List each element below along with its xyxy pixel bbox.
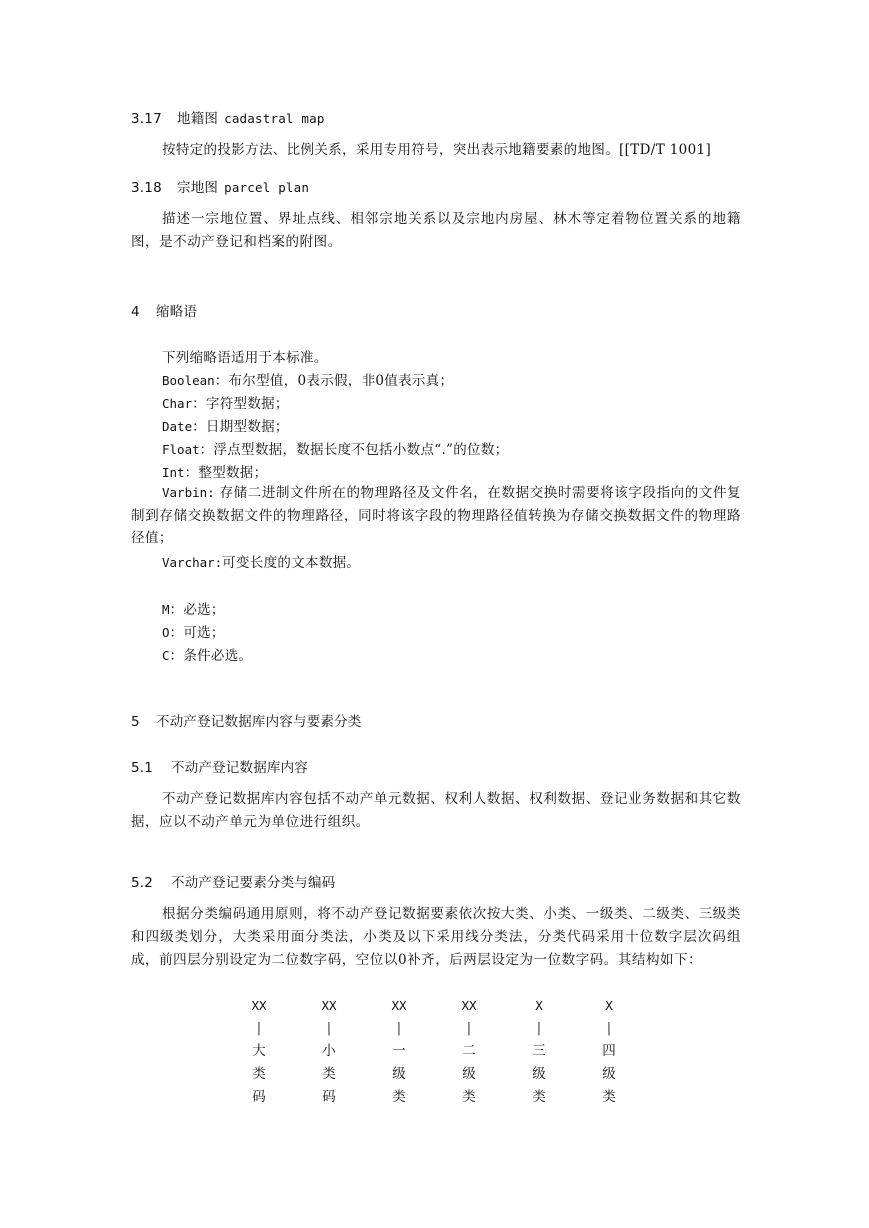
abbr-text: 存储二进制文件所在的物理路径及文件名，在数据交换时需要将该字段指向的文件复制到存储交换数据文件的物理路径，同时将该字段的物理路径值转换为存储交换数据文件的物理路径值； (131, 485, 741, 546)
abbr-varchar (162, 551, 360, 571)
clause-term: parcel plan (224, 180, 310, 195)
abbr-boolean (162, 369, 453, 389)
abbr-key: Int (162, 465, 185, 480)
abbr-float (162, 438, 508, 458)
abbr-text: 整型数据； (198, 465, 268, 481)
code-label-char: 类 (392, 1089, 406, 1105)
code-label-char: 小 (322, 1043, 336, 1059)
code-label-char: 级 (602, 1066, 616, 1082)
clause-title: 缩略语 (156, 304, 198, 320)
clause-number: 5 (131, 714, 140, 730)
code-label-char: 类 (532, 1089, 546, 1105)
abbr-key: Varbin: (162, 485, 215, 500)
abbr-key: Boolean (162, 373, 215, 388)
code-digits: XX (391, 998, 407, 1013)
heading-4 (131, 300, 197, 320)
code-label-char: 类 (462, 1089, 476, 1105)
abbr-int (162, 461, 267, 481)
code-label-char: 类 (252, 1066, 266, 1082)
abbr-varbin (131, 482, 741, 550)
abbr-key: Date (162, 419, 193, 434)
heading-3-17 (131, 107, 325, 127)
clause-term: cadastral map (224, 111, 325, 126)
flag-key: C (162, 648, 170, 663)
clause-title: 不动产登记数据库内容 (171, 760, 308, 776)
code-label-char: 类 (322, 1066, 336, 1082)
code-digits: X (535, 998, 543, 1013)
code-level-2 (454, 994, 484, 1109)
content-5-1: 不动产登记数据库内容包括不动产单元数据、权利人数据、权利数据、登记业务数据和其它数据，应以不动产单元为单位进行组织。 (131, 791, 741, 830)
code-connector: | (464, 1020, 474, 1036)
heading-3-18 (131, 176, 309, 196)
code-digits: XX (251, 998, 267, 1013)
clause-number: 5.2 (131, 875, 154, 891)
code-connector: | (534, 1020, 544, 1036)
code-level-minor (314, 994, 344, 1109)
abbr-key: Varchar: (162, 555, 223, 570)
code-connector: | (254, 1020, 264, 1036)
flag-mandatory (162, 598, 225, 618)
flag-conditional (162, 644, 252, 664)
abbr-text: 日期型数据； (205, 419, 289, 435)
definition-3-17: 按特定的投影方法、比例关系，采用专用符号，突出表示地籍要素的地图。[[TD/T 1001] (162, 142, 712, 158)
clause-number: 4 (131, 304, 140, 320)
code-label-char: 码 (322, 1089, 336, 1105)
code-label-char: 四 (602, 1043, 616, 1059)
flag-key: M (162, 602, 170, 617)
abbr-key: Float (162, 442, 200, 457)
abbr-sep: ： (192, 396, 206, 412)
code-level-1 (384, 994, 414, 1109)
code-label-char: 类 (602, 1089, 616, 1105)
flag-optional (162, 621, 225, 641)
abbr-char (162, 392, 289, 412)
code-label-char: 级 (392, 1066, 406, 1082)
flag-key: O (162, 625, 170, 640)
heading-5-1 (131, 756, 308, 776)
code-level-major (244, 994, 274, 1109)
code-level-4 (594, 994, 624, 1109)
heading-5 (131, 710, 362, 730)
clause-title: 不动产登记数据库内容与要素分类 (156, 714, 362, 730)
clause-title: 地籍图 (177, 111, 219, 127)
clause-title: 不动产登记要素分类与编码 (171, 875, 336, 891)
clause-number: 5.1 (131, 760, 154, 776)
code-digits: X (605, 998, 613, 1013)
flag-text: ：条件必选。 (169, 648, 253, 664)
clause-number: 3.18 (131, 180, 162, 196)
abbr-date (162, 415, 289, 435)
code-connector: | (604, 1020, 614, 1036)
abbreviation-intro: 下列缩略语适用于本标准。 (162, 350, 328, 366)
code-label-char: 二 (462, 1043, 476, 1059)
code-label-char: 一 (392, 1043, 406, 1059)
code-connector: | (394, 1020, 404, 1036)
abbr-text: 可变长度的文本数据。 (222, 555, 361, 571)
code-label-char: 级 (462, 1066, 476, 1082)
abbr-sep: ： (192, 419, 206, 435)
code-label-char: 三 (532, 1043, 546, 1059)
content-5-2: 根据分类编码通用原则，将不动产登记数据要素依次按大类、小类、一级类、二级类、三级类和四级类划分，大类采用面分类法，小类及以下采用线分类法，分类代码采用十位数字层次码组成，前四层分别设定为二位数字码，空位以0补齐，后两层设定为一位数字码。其结构如下： (131, 906, 741, 968)
heading-5-2 (131, 871, 335, 891)
clause-number: 3.17 (131, 111, 162, 127)
abbr-sep: ： (199, 442, 214, 458)
clause-title: 宗地图 (177, 180, 219, 196)
code-level-3 (524, 994, 554, 1109)
abbr-sep: ： (184, 465, 199, 481)
code-digits: XX (461, 998, 477, 1013)
code-label-char: 码 (252, 1089, 266, 1105)
flag-text: ：必选； (169, 602, 225, 618)
code-connector: | (324, 1020, 334, 1036)
abbr-sep: ： (214, 373, 229, 389)
abbr-key: Char (162, 396, 193, 411)
code-label-char: 级 (532, 1066, 546, 1082)
abbr-text: 字符型数据； (205, 396, 289, 412)
definition-3-18: 描述一宗地位置、界址点线、相邻宗地关系以及宗地内房屋、林木等定着物位置关系的地籍图，是不动产登记和档案的附图。 (131, 211, 741, 250)
abbr-text: 浮点型数据，数据长度不包括小数点“.”的位数； (213, 442, 509, 458)
abbr-text: 布尔型值，0表示假，非0值表示真； (228, 373, 454, 389)
flag-text: ：可选； (169, 625, 225, 641)
code-label-char: 大 (252, 1043, 266, 1059)
code-digits: XX (321, 998, 337, 1013)
